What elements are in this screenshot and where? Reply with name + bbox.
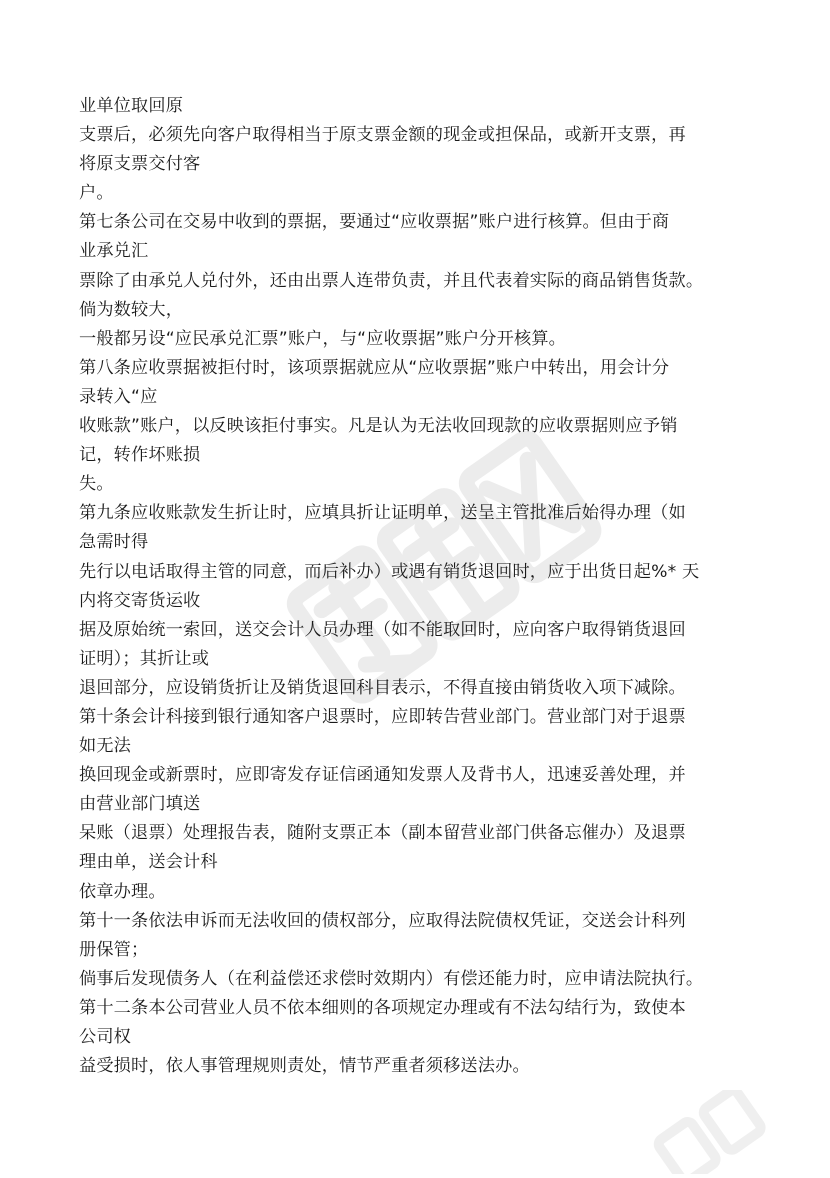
text-line: 倘为数较大， [79, 299, 184, 320]
document-body [79, 92, 759, 1081]
text-line: 公司权 [79, 1027, 132, 1047]
text-line: 理由单，送会计科 [79, 852, 218, 873]
text-line: 先行以电话取得主管的同意，而后补办）或遇有销货退回时，应于出货日起%* 天 [79, 561, 700, 582]
text-line: 业承兑汇 [79, 241, 149, 262]
text-line: 业单位取回原 [79, 96, 184, 116]
text-line: 第十一条依法申诉而无法收回的债权部分，应取得法院债权凭证，交送会计科列 [79, 910, 686, 931]
text-line: 由营业部门填送 [79, 794, 201, 815]
text-line: 内将交寄货运收 [79, 590, 201, 611]
watermark-corner [640, 1090, 780, 1174]
text-line: 换回现金或新票时，应即寄发存证信函通知发票人及背书人，迅速妥善处理，并 [79, 765, 686, 786]
text-line: 支票后，必须先向客户取得相当于原支票金额的现金或担保品，或新开支票，再 [79, 125, 686, 146]
text-line: 户。 [79, 183, 114, 204]
text-line: 据及原始统一索回，送交会计人员办理（如不能取回时，应向客户取得销货退回 [79, 619, 686, 640]
text-line: 录转入“应 [79, 386, 158, 407]
text-line: 将原支票交付客 [79, 154, 201, 175]
text-line: 第八条应收票据被拒付时，该项票据就应从“应收票据”账户中转出，用会计分 [79, 357, 670, 378]
text-line: 第七条公司在交易中收到的票据，要通过“应收票据”账户进行核算。但由于商 [79, 212, 670, 233]
text-line: 记，转作坏账损 [79, 445, 201, 466]
text-line: 失。 [79, 474, 114, 495]
text-line: 第九条应收账款发生折让时，应填具折让证明单，送呈主管批准后始得办理（如 [79, 503, 686, 524]
text-line: 票除了由承兑人兑付外，还由出票人连带负责，并且代表着实际的商品销售货款。 [79, 270, 704, 291]
text-line: 册保管； [79, 939, 149, 960]
text-line: 依章办理。 [79, 881, 166, 902]
text-line: 第十二条本公司营业人员不依本细则的各项规定办理或有不法勾结行为，致使本 [79, 997, 686, 1018]
text-line: 证明）；其折让或 [79, 648, 210, 669]
text-line: 收账款”账户，以反映该拒付事实。凡是认为无法收回现款的应收票据则应予销 [79, 416, 678, 437]
text-line: 急需时得 [79, 532, 149, 553]
text-line: 一般都另设“应民承兑汇票”账户，与“应收票据”账户分开核算。 [79, 328, 566, 349]
text-line: 退回部分，应设销货折让及销货退回科目表示，不得直接由销货收入项下减除。 [79, 677, 686, 698]
text-line: 益受损时，依人事管理规则责处，情节严重者须移送法办。 [79, 1056, 530, 1077]
text-line: 如无法 [79, 736, 132, 757]
text-line: 呆账（退票）处理报告表，随附支票正本（副本留营业部门供备忘催办）及退票 [79, 823, 686, 844]
text-line: 第十条会计科接到银行通知客户退票时，应即转告营业部门。营业部门对于退票 [79, 706, 686, 727]
text-line: 倘事后发现债务人（在利益偿还求偿时效期内）有偿还能力时，应申请法院执行。 [79, 968, 704, 989]
